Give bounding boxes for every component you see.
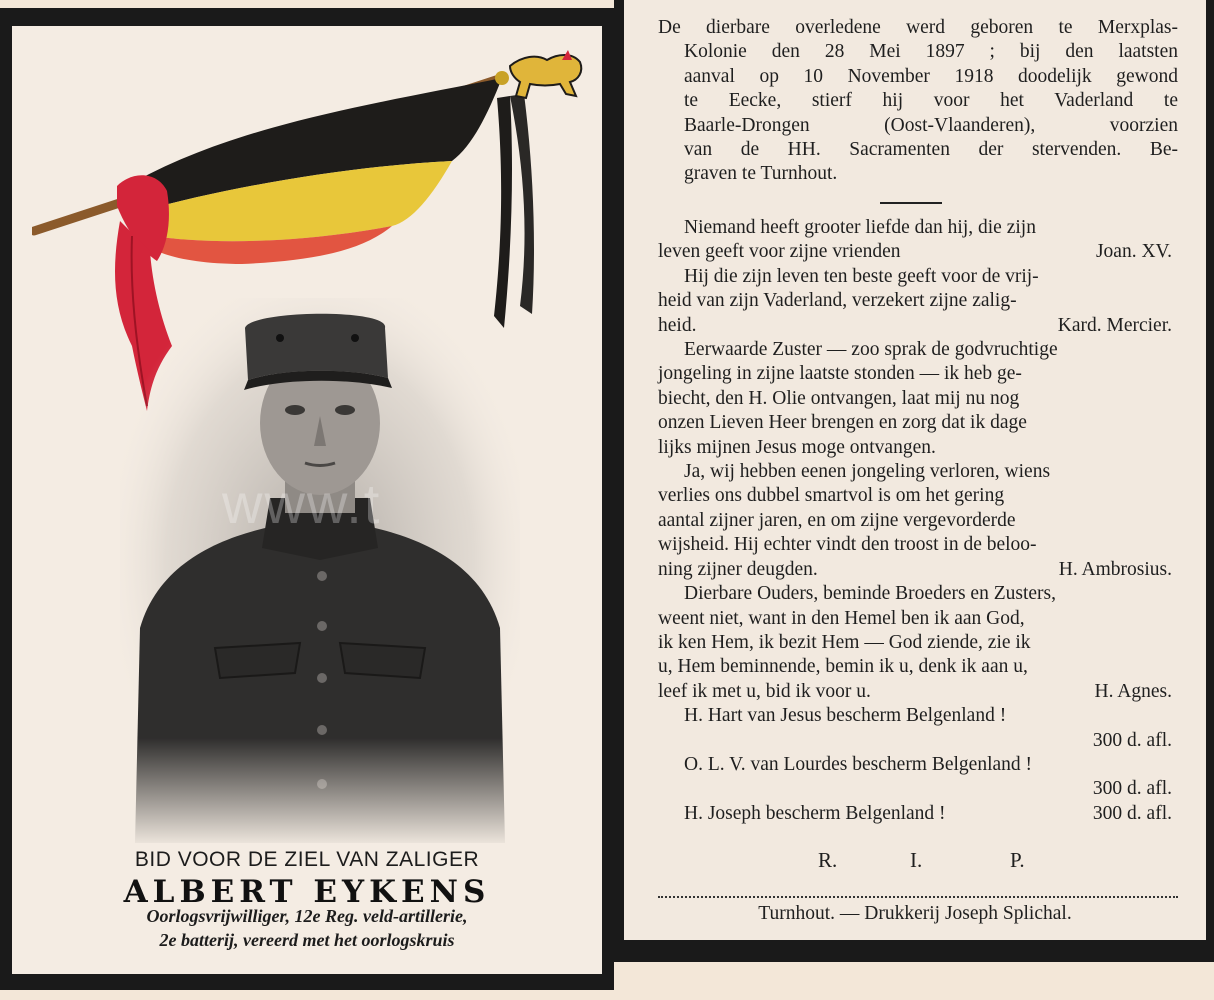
quote-line: lijks mijnen Jesus moge ontvangen.: [658, 436, 936, 458]
dotted-divider: [658, 896, 1178, 898]
quote-line: verlies ons dubbel smartvol is om het gering: [658, 485, 1005, 507]
indulgence-note: 300 d. afl.: [1092, 778, 1172, 800]
quote-line-with-source: [658, 240, 1178, 264]
rip-letter: I.: [910, 848, 923, 872]
biography-line: graven te Turnhout.: [684, 163, 838, 185]
section-divider: [880, 202, 942, 204]
quote-line: Ja, wij hebben eenen jongeling verloren, wiens: [684, 461, 1051, 483]
card-front-paper: [12, 26, 602, 974]
quote-line-with-source: [658, 314, 1178, 338]
quote-line: Hij die zijn leven ten beste geeft voor de vrij-: [684, 265, 1039, 287]
quote-line: leef ik met u, bid ik voor u.: [658, 680, 871, 702]
quote-line: ning zijner deugden.: [658, 558, 818, 580]
printer-imprint: Turnhout. — Drukkerij Joseph Splichal.: [758, 903, 1072, 924]
prayer-line: H. Hart van Jesus bescherm Belgenland !: [684, 705, 1007, 727]
prayer-heading: BID VOOR DE ZIEL VAN ZALIGER: [134, 848, 480, 871]
prayer-line: H. Joseph bescherm Belgenland !: [684, 802, 946, 824]
biography-line: De dierbare overledene werd geboren te Merxplas-: [658, 17, 1178, 38]
biography-line: te Eecke, stierf hij voor het Vaderland te: [684, 90, 1178, 112]
quote-source: H. Agnes.: [1094, 680, 1172, 702]
deceased-decoration: 2e batterij, vereerd met het oorlogskruis: [159, 930, 455, 950]
quote-line-with-source: [658, 558, 1178, 582]
deceased-name: ALBERT EYKENS: [123, 874, 491, 910]
quote-line: leven geeft voor zijne vrienden: [658, 241, 901, 263]
rip-letter: P.: [1010, 848, 1025, 872]
quote-line: Niemand heeft grooter liefde dan hij, die zijn: [684, 217, 1036, 238]
biography-line: Baarle-Drongen (Oost-Vlaanderen), voorzien: [684, 114, 1178, 136]
deceased-regiment: Oorlogsvrijwilliger, 12e Reg. veld-artillerie,: [146, 906, 468, 926]
quote-line: aantal zijner jaren, en om zijne vergevorderde: [658, 509, 1016, 531]
quote-line: u, Hem beminnende, bemin ik u, denk ik aan u,: [658, 656, 1028, 678]
quote-line: weent niet, want in den Hemel ben ik aan God,: [658, 607, 1025, 629]
soldier-portrait-photo: [120, 298, 520, 848]
quote-line: wijsheid. Hij echter vindt den troost in de beloo-: [658, 534, 1037, 556]
biography-line: aanval op 10 November 1918 doodelijk gewond: [684, 65, 1178, 87]
biography-paragraph: [658, 16, 1178, 187]
memorial-card-front: [0, 8, 614, 990]
biography-line: van de HH. Sacramenten der stervenden. Be-: [684, 139, 1178, 161]
card-back-paper: [624, 0, 1206, 940]
biography-line: Kolonie den 28 Mei 1897 ; bij den laatsten: [684, 41, 1178, 63]
prayer-line: O. L. V. van Lourdes bescherm Belgenland !: [684, 753, 1033, 775]
quote-line: Dierbare Ouders, beminde Broeders en Zusters,: [684, 583, 1056, 605]
indulgence-note: 300 d. afl.: [1092, 729, 1172, 751]
indulgence-note: 300 d. afl.: [1092, 802, 1172, 824]
quote-line: jongeling in zijne laatste stonden — ik heb ge-: [658, 363, 1022, 385]
quote-line: heid.: [658, 314, 697, 336]
prayer-line-with-indulgence: [658, 802, 1178, 826]
quote-source: H. Ambrosius.: [1058, 558, 1172, 580]
memorial-card-back: [614, 0, 1214, 962]
quote-line: onzen Lieven Heer brengen en zorg dat ik dage: [658, 412, 1027, 434]
quote-source: Joan. XV.: [1095, 241, 1172, 263]
quote-line: Eerwaarde Zuster — zoo sprak de godvruchtige: [684, 339, 1058, 361]
lion-finial-icon: [495, 50, 581, 98]
quote-source: Kard. Mercier.: [1057, 314, 1172, 336]
quote-line-with-source: [658, 680, 1178, 704]
rip-letter: R.: [818, 848, 838, 872]
quotes-section: [658, 216, 1178, 826]
quote-line: ik ken Hem, ik bezit Hem — God ziende, zie ik: [658, 631, 1031, 653]
website-watermark: www.t: [222, 472, 382, 535]
quote-line: heid van zijn Vaderland, verzekert zijne zalig-: [658, 290, 1017, 312]
quote-line: biecht, den H. Olie ontvangen, laat mij nu nog: [658, 387, 1020, 409]
